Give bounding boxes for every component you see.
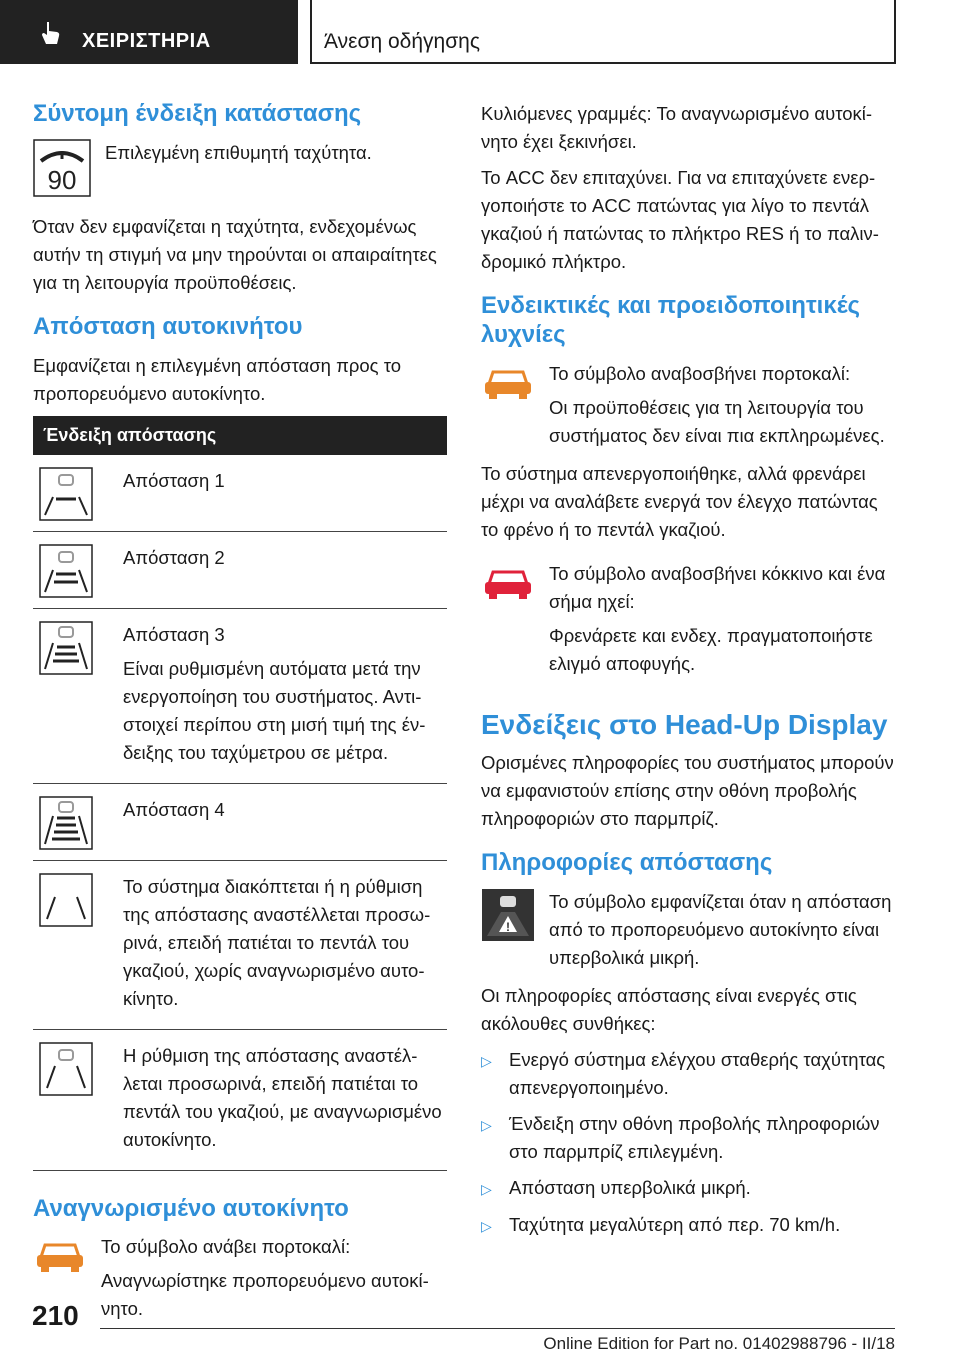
- right-column: [481, 100, 895, 1248]
- lanes-only-icon: [39, 873, 93, 927]
- warning-heading: Ενδεικτικές και προειδοποιητικές λυχνίες: [481, 292, 861, 348]
- orange-text-2: Οι προϋποθέσεις για τη λειτουργία του συστήματος δεν είναι πια εκπληρωμένες.: [549, 396, 885, 446]
- row-text: Απόσταση 4: [123, 798, 225, 820]
- bullet-text: Ταχύτητα μεγαλύτερη από περ. 70 km/h.: [509, 1213, 841, 1235]
- hud-text: Ορισμένες πληροφορίες του συστήματος μπορούν να εμφανιστούν επίσης στην οθόνη προβολής πληροφοριών στο παρμπρίζ.: [481, 752, 894, 830]
- lines-text: Κυλιόμενες γραμμές: Το αναγνωρισμένο αυτοκίνητο έχει ξεκινήσει.: [481, 103, 873, 152]
- speed-value: 90: [47, 164, 77, 195]
- triangle-bullet-icon: ▷: [481, 1116, 492, 1133]
- hud-distance-warning-icon: [481, 888, 535, 942]
- table-row: [33, 784, 447, 861]
- red-car-icon: [481, 560, 535, 604]
- orange-warning-item: [481, 360, 895, 456]
- red-text-2: Φρενάρετε και ενδεχ. πραγματοποιήστε ελιγμό αποφυγής.: [549, 624, 873, 674]
- svg-text:!: !: [506, 919, 510, 934]
- triangle-bullet-icon: ▷: [481, 1217, 492, 1234]
- orange-car-icon: [481, 360, 535, 404]
- speed-note: Όταν δεν εμφανίζεται η ταχύτητα, ενδεχομένως αυτήν τη στιγμή να μην τηρούνται οι απαιραίτητες για τη λειτουργία προϋποθέσεις.: [33, 215, 437, 293]
- row-text: Απόσταση 1: [123, 469, 225, 491]
- speedometer-icon: [33, 139, 91, 197]
- row-text: Απόσταση 2: [123, 546, 225, 568]
- table-row: [33, 455, 447, 532]
- triangle-bullet-icon: ▷: [481, 1052, 492, 1069]
- page-number: 210: [32, 1300, 79, 1331]
- list-item: [481, 1174, 895, 1203]
- footer-divider: [100, 1328, 895, 1329]
- table-row: [33, 1030, 447, 1171]
- row-text: Το σύστημα διακόπτεται ή η ρύθμιση της απόστασης αναστέλλεται προσωρινά, επειδή πατιέται το πεντάλ του γκαζιού, χωρίς αναγνωρισμένο αυτοκίνητο.: [123, 875, 431, 1009]
- page-footer: [0, 1290, 960, 1362]
- info-heading: Πληροφορίες απόστασης: [481, 849, 773, 877]
- lanes-car-icon: [39, 1042, 93, 1096]
- row-text: Είναι ρυθμισμένη αυτόματα μετά την ενεργοποίηση του συστήματος. Αντιστοιχεί περίπου στη μισή τιμή της ένδειξης του ταχύμετρου σε μέτρα.: [123, 657, 426, 763]
- pointing-hand-icon: [38, 20, 64, 46]
- speed-item: [33, 139, 447, 197]
- orange-text-1: Το σύμβολο αναβοσβήνει πορτοκαλί:: [549, 362, 851, 384]
- distance-1-icon: [39, 467, 93, 521]
- table-row: [33, 532, 447, 609]
- list-item: [481, 1110, 895, 1166]
- distance-3-icon: [39, 621, 93, 675]
- distance-table-header: Ένδειξη απόστασης: [33, 416, 447, 455]
- distance-4-icon: [39, 796, 93, 850]
- distance-heading: Απόσταση αυτοκινήτου: [33, 312, 303, 340]
- section-tab: [0, 0, 298, 64]
- row-text: Η ρύθμιση της απόστασης αναστέλλεται προσωρινά, επειδή πατιέται το πεντάλ του γκαζιού, με αναγνωρισμένο αυτοκίνητο.: [123, 1044, 442, 1150]
- section-label: ΧΕΙΡΙΣΤΗΡΙΑ: [82, 30, 211, 52]
- recognized-heading: Αναγνωρισμένο αυτοκίνητο: [33, 1194, 349, 1222]
- recognized-text-2: Αναγνωρίστηκε προπορευόμενο αυτοκίνητο.: [101, 1270, 429, 1320]
- table-row: [33, 609, 447, 784]
- bullet-text: Ενεργό σύστημα ελέγχου σταθερής ταχύτητας απενεργοποιημένο.: [509, 1048, 886, 1098]
- row-text: Απόσταση 3: [123, 623, 225, 645]
- status-heading: Σύντομη ένδειξη κατάστασης: [33, 100, 362, 127]
- red-text-1: Το σύμβολο αναβοσβήνει κόκκινο και ένα σήμα ηχεί:: [549, 562, 886, 612]
- bullet-text: Απόσταση υπερβολικά μικρή.: [509, 1176, 751, 1198]
- info-text-1: Το σύμβολο εμφανίζεται όταν η απόσταση από το προπορευόμενο αυτοκίνητο είναι υπερβολικά μικρή.: [549, 890, 892, 968]
- list-item: [481, 1046, 895, 1102]
- table-row: [33, 861, 447, 1030]
- speed-desc: Επιλεγμένη επιθυμητή ταχύτητα.: [105, 141, 372, 163]
- bullet-text: Ένδειξη στην οθόνη προβολής πληροφοριών στο παρμπρίζ επιλεγμένη.: [509, 1112, 880, 1162]
- left-column: [33, 100, 447, 1333]
- orange-text-3: Το σύστημα απενεργοποιήθηκε, αλλά φρενάρει μέχρι να αναλάβετε ενεργά τον έλεγχο πατώντας το φρένο ή το πεντάλ γκαζιού.: [481, 462, 878, 540]
- chapter-tab: [310, 0, 896, 64]
- list-item: [481, 1211, 895, 1240]
- orange-car-icon: [33, 1233, 87, 1277]
- acc-text: Το ACC δεν επιταχύνει. Για να επιταχύνετε ενεργοποιήστε το ACC πατώντας για λίγο το πεντάλ γκαζιού ή πατώντας το πλήκτρο RES ή το παλινδρομικό πλήκτρο.: [481, 167, 879, 272]
- info-item: [481, 888, 895, 978]
- triangle-bullet-icon: ▷: [481, 1180, 492, 1197]
- hud-heading: Ενδείξεις στο Head-Up Display: [481, 708, 888, 740]
- red-warning-item: [481, 560, 895, 684]
- distance-2-icon: [39, 544, 93, 598]
- distance-intro: Εμφανίζεται η επιλεγμένη απόσταση προς το προπορευόμενο αυτοκίνητο.: [33, 354, 402, 404]
- info-text-2: Οι πληροφορίες απόστασης είναι ενεργές στις ακόλουθες συνθήκες:: [481, 984, 857, 1034]
- page-header: [0, 0, 960, 64]
- recognized-text-1: Το σύμβολο ανάβει πορτοκαλί:: [101, 1236, 351, 1258]
- edition-text: Online Edition for Part no. 01402988796 - II/18: [543, 1334, 895, 1353]
- chapter-label: Άνεση οδήγησης: [324, 30, 480, 53]
